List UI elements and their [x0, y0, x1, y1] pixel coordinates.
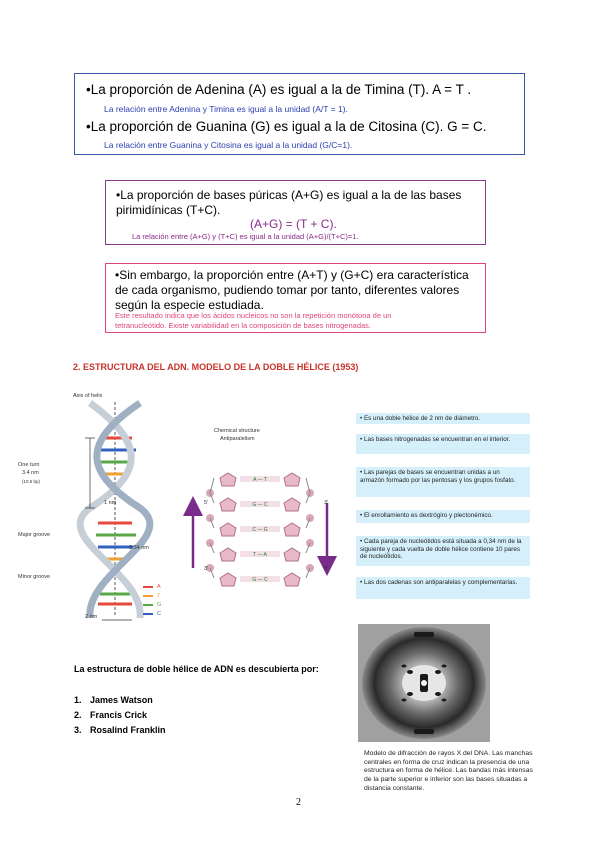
legend-item-c: [143, 609, 173, 618]
fact-backbone: • Las parejas de bases se encuentran unidas a un armazón formado por las pentosas y los grupos fosfato.: [356, 467, 530, 497]
legend-swatch: [143, 595, 153, 597]
rule-guanine-cytosine-note: La relación entre Guanina y Citosina es igual a la unidad (G/C=1).: [104, 140, 353, 150]
section-title: 2. ESTRUCTURA DEL ADN. MODELO DE LA DOBLE HÉLICE (1953): [73, 362, 359, 372]
major-groove-label: Major groove: [18, 532, 51, 538]
discoverer-name: Rosalind Franklin: [90, 725, 166, 735]
legend-label: A: [157, 583, 161, 590]
variability-note1: Este resultado indica que los ácidos nucleicos no son la repetición monótona de un: [115, 311, 392, 320]
list-number: 1.: [74, 695, 82, 705]
base-legend: [143, 582, 173, 618]
svg-text:C — G: C — G: [252, 527, 268, 533]
discovery-title: La estructura de doble hélice de ADN es descubierta por:: [74, 664, 319, 674]
one-nm-label: 1 nm: [104, 500, 117, 506]
legend-swatch: [143, 586, 153, 588]
helix-axis-label: Axis of helix: [73, 393, 103, 399]
rule-guanine-cytosine: •La proporción de Guanina (G) es igual a la de Citosina (C). G = C.: [86, 119, 487, 134]
legend-swatch: [143, 604, 153, 606]
discoverer-name: Francis Crick: [90, 710, 148, 720]
legend-label: T: [157, 592, 161, 599]
list-item: [74, 695, 166, 710]
spacing-label: 0.34 nm: [129, 545, 149, 551]
diameter-label: 2 nm: [85, 614, 98, 620]
purine-rule-line1: •La proporción de bases púricas (A+G) es igual a la de las bases: [116, 188, 462, 202]
rule-adenine-thymine: •La proporción de Adenina (A) es igual a la de Timina (T). A = T .: [86, 82, 472, 97]
svg-text:G — C: G — C: [252, 577, 268, 583]
variability-line3: según la especie estudiada.: [115, 298, 264, 312]
purine-rule-note: La relación entre (A+G) y (T+C) es igual a la unidad (A+G)/(T+C)=1.: [132, 232, 359, 241]
five-prime-right: 5': [324, 566, 329, 572]
fact-spacing: • Cada pareja de nucleótidos está situada a 0,34 nm de la siguiente y cada vuelta de doble hélice contiene 10 pares de nucleótidos.: [356, 536, 530, 566]
fact-antiparallel: • Las dos cadenas son antiparalelas y complementarias.: [356, 577, 530, 599]
legend-label: C: [157, 610, 161, 617]
list-number: 3.: [74, 725, 82, 735]
minor-groove-label: Minor groove: [18, 574, 51, 580]
chem-title: Chemical structure: [214, 428, 260, 434]
xray-pattern: [358, 624, 490, 742]
legend-swatch: [143, 613, 153, 615]
svg-text:A — T: A — T: [253, 477, 267, 483]
antiparallel-structure-diagram: [180, 448, 340, 618]
five-prime-left: 5': [204, 500, 209, 506]
variability-note2: tetranucleótido. Existe variabilidad en la composición de bases nitrogenadas.: [115, 321, 371, 330]
turn-bp-label: (10.5 bp): [22, 479, 41, 484]
discoverer-name: James Watson: [90, 695, 153, 705]
legend-label: G: [157, 601, 162, 608]
three-prime-left: 3': [204, 566, 209, 572]
list-item: [74, 725, 166, 740]
chem-subtitle: Antiparalelism: [220, 436, 255, 442]
fact-coiling: • El enrollamiento es dextrógiro y plectonémico.: [356, 510, 530, 523]
svg-text:G — C: G — C: [252, 502, 268, 508]
variability-line2: de cada organismo, pudiendo tomar por tanto, diferentes valores: [115, 283, 460, 297]
legend-item-a: [143, 582, 173, 591]
xray-caption: Modelo de difracción de rayos X del DNA. Las manchas centrales en forma de cruz indican la presencia de una estructura en forma de hélice. Las bandas más intensas de la parte superior e inferior son las bases situadas a distancia constante.: [364, 750, 533, 792]
rule-adenine-thymine-note: La relación entre Adenina y Timina es igual a la unidad (A/T = 1).: [104, 104, 348, 114]
one-turn-label: One turn: [18, 462, 40, 468]
svg-text:T — A: T — A: [253, 552, 267, 558]
fact-diameter: • Es una doble hélice de 2 nm de diámetro.: [356, 413, 530, 424]
legend-item-t: [143, 591, 173, 600]
turn-length-label: 3.4 nm: [22, 470, 39, 476]
variability-line1: •Sin embargo, la proporción entre (A+T) y (G+C) era característica: [115, 268, 469, 282]
three-prime-right: 3': [324, 500, 329, 506]
discoverers-list: [74, 695, 166, 740]
list-number: 2.: [74, 710, 82, 720]
page-number: 2: [296, 797, 301, 808]
purine-rule-line2: pirimidínicas (T+C).: [116, 203, 221, 217]
fact-bases-interior: • Las bases nitrogenadas se encuentran en el interior.: [356, 434, 530, 454]
legend-item-g: [143, 600, 173, 609]
xray-diffraction-photo: [358, 624, 490, 742]
list-item: [74, 710, 166, 725]
purine-formula: (A+G) = (T + C).: [250, 217, 337, 231]
